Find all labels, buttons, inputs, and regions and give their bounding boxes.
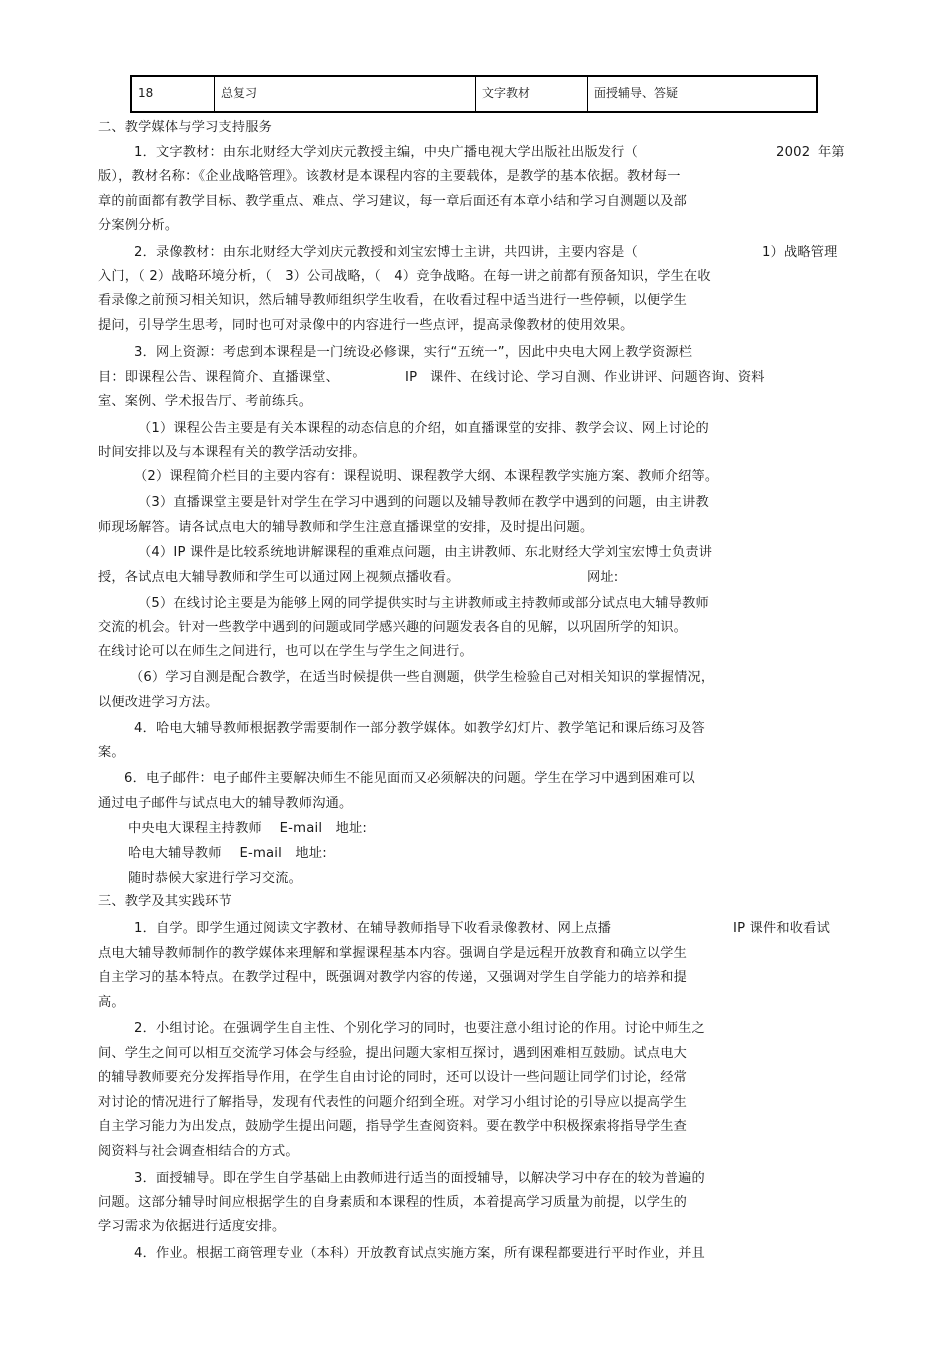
paragraph-line: 阅资料与社会调查相结合的方式。 (98, 1144, 299, 1159)
paragraph-line: 师现场解答。请各试点电大的辅导教师和学生注意直播课堂的安排，及时提出问题。 (98, 520, 594, 535)
paragraph-line: 提问，引导学生思考，同时也可对录像中的内容进行一些点评，提高录像教材的使用效果。 (98, 318, 634, 333)
paragraph-line: 1．自学。即学生通过阅读文字教材、在辅导教师指导下收看录像教材、网上点播 (134, 921, 612, 936)
paragraph-line: 目：即课程公告、课程简介、直播课堂、 (98, 370, 339, 385)
paragraph-line: 年第 (818, 145, 845, 160)
paragraph-line: 问题。这部分辅导时间应根据学生的自身素质和本课程的性质，本着提高学习质量为前提，以学生的 (98, 1195, 688, 1210)
paragraph-line: 学习需求为依据进行适度安排。 (98, 1219, 286, 1234)
paragraph-line: 网址: (587, 570, 619, 585)
paragraph-line: 以便改进学习方法。 (98, 695, 219, 710)
paragraph-line: 入门，（ 2）战略环境分析，（ 3）公司战略，（ 4）竞争战略。在每一讲之前都有预备知识，学生在收 (98, 269, 711, 284)
section-heading-teaching: 三、教学及其实践环节 (98, 894, 232, 909)
paragraph-line: 1．文字教材：由东北财经大学刘庆元教授主编，中央广播电视大学出版社出版发行（ (134, 145, 638, 160)
paragraph-line: 授，各试点电大辅导教师和学生可以通过网上视频点播收看。 (98, 570, 460, 585)
paragraph-line: （1）课程公告主要是有关本课程的动态信息的介绍，如直播课堂的安排、教学会议、网上讨论的 (138, 421, 709, 436)
paragraph-line: 3．面授辅导。即在学生自学基础上由教师进行适当的面授辅导，以解决学习中存在的较为普遍的 (134, 1171, 705, 1186)
email-line-central: 中央电大课程主持教师 E-mail 地址: (128, 821, 368, 836)
paragraph-line: 2002 (776, 145, 811, 160)
paragraph-line: 自主学习能力为出发点，鼓励学生提出问题，指导学生查阅资料。要在教学中积极探索将指导学生查 (98, 1119, 688, 1134)
paragraph-line: 看录像之前预习相关知识，然后辅导教师组织学生收看，在收看过程中适当进行一些停顿，以便学生 (98, 293, 688, 308)
schedule-table-row (130, 75, 818, 113)
paragraph-line: 1）战略管理 (762, 245, 838, 260)
paragraph-line: 点电大辅导教师制作的教学媒体来理解和掌握课程基本内容。强调自学是远程开放教育和确立以学生 (98, 946, 688, 961)
paragraph-line: 间、学生之间可以相互交流学习体会与经验，提出问题大家相互探讨，遇到困难相互鼓励。试点电大 (98, 1046, 688, 1061)
table-cell-method: 面授辅导、答疑 (587, 77, 816, 111)
paragraph-line: 2．小组讨论。在强调学生自主性、个别化学习的同时，也要注意小组讨论的作用。讨论中师生之 (134, 1021, 705, 1036)
email-line-local: 哈电大辅导教师 E-mail 地址: (128, 846, 327, 861)
paragraph-line: 通过电子邮件与试点电大的辅导教师沟通。 (98, 796, 353, 811)
paragraph-line: 室、案例、学术报告厅、考前练兵。 (98, 394, 313, 409)
paragraph-line: 分案例分析。 (98, 218, 179, 233)
table-cell-topic: 总复习 (214, 77, 475, 111)
paragraph-line: 章的前面都有教学目标、教学重点、难点、学习建议，每一章后面还有本章小结和学习自测题以及部 (98, 194, 688, 209)
paragraph-line: 在线讨论可以在师生之间进行，也可以在学生与学生之间进行。 (98, 644, 473, 659)
table-cell-number: 18 (138, 86, 154, 100)
paragraph-line: 2．录像教材：由东北财经大学刘庆元教授和刘宝宏博士主讲，共四讲，主要内容是（ (134, 245, 638, 260)
paragraph-line: 交流的机会。针对一些教学中遇到的问题或同学感兴趣的问题发表各自的见解，以巩固所学的知识。 (98, 620, 688, 635)
paragraph-line: 6．电子邮件：电子邮件主要解决师生不能见面而又必须解决的问题。学生在学习中遇到困难可以 (124, 771, 695, 786)
paragraph-line: （5）在线讨论主要是为能够上网的同学提供实时与主讲教师或主持教师或部分试点电大辅导教师 (138, 596, 709, 611)
paragraph-line: 课件、在线讨论、学习自测、作业讲评、问题咨询、资料 (430, 370, 765, 385)
paragraph-line: 自主学习的基本特点。在教学过程中，既强调对教学内容的传递，又强调对学生自学能力的培养和提 (98, 970, 688, 985)
section-heading-media: 二、教学媒体与学习支持服务 (98, 120, 273, 135)
paragraph-line: 4．哈电大辅导教师根据教学需要制作一部分教学媒体。如教学幻灯片、教学笔记和课后练习及答 (134, 721, 705, 736)
paragraph-line: IP 课件和收看试 (733, 921, 830, 936)
paragraph-line: 案。 (98, 745, 125, 760)
paragraph-line: 高。 (98, 995, 125, 1010)
paragraph-line: 4．作业。根据工商管理专业（本科）开放教育试点实施方案，所有课程都要进行平时作业，并且 (134, 1246, 705, 1261)
paragraph-line: （4）IP 课件是比较系统地讲解课程的重难点问题，由主讲教师、东北财经大学刘宝宏博士负责讲 (138, 545, 713, 560)
paragraph-line: 时间安排以及与本课程有关的教学活动安排。 (98, 445, 366, 460)
closing-line: 随时恭候大家进行学习交流。 (128, 871, 303, 886)
paragraph-line: （2）课程简介栏目的主要内容有：课程说明、课程教学大纲、本课程教学实施方案、教师介绍等。 (134, 469, 719, 484)
paragraph-line: IP (405, 370, 418, 385)
paragraph-line: 版），教材名称：《企业战略管理》。该教材是本课程内容的主要载体，是教学的基本依据。教材每一 (98, 169, 681, 184)
paragraph-line: 3．网上资源：考虑到本课程是一门统设必修课，实行“五统一”，因此中央电大网上教学资源栏 (134, 345, 693, 360)
paragraph-line: （6）学习自测是配合教学，在适当时候提供一些自测题，供学生检验自己对相关知识的掌握情况， (130, 670, 715, 685)
paragraph-line: 的辅导教师要充分发挥指导作用，在学生自由讨论的同时，还可以设计一些问题让同学们讨论，经常 (98, 1070, 688, 1085)
table-cell-material: 文字教材 (475, 77, 587, 111)
paragraph-line: 对讨论的情况进行了解指导，发现有代表性的问题介绍到全班。对学习小组讨论的引导应以提高学生 (98, 1095, 688, 1110)
paragraph-line: （3）直播课堂主要是针对学生在学习中遇到的问题以及辅导教师在教学中遇到的问题，由主讲教 (138, 495, 709, 510)
